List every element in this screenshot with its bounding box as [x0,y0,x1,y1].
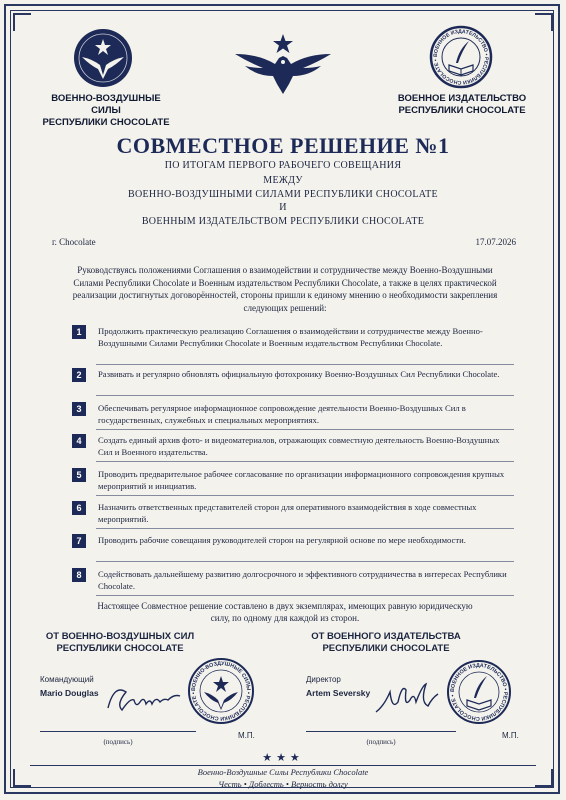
item-number-badge: 8 [72,568,86,582]
item-text: Обеспечивать регулярное информационное сопровождение деятельности Военно-Воздушных Сил в государственных, служебных и специальных мероприятиях. [98,403,466,425]
air-force-emblem [72,27,134,89]
heading-line: РЕСПУБЛИКИ CHOCOLATE [56,643,184,654]
item-text: Проводить предварительное рабочее согласование по организации информационного сопровождения крупных мероприятий и инициатив. [98,469,505,491]
item-number-badge: 1 [72,325,86,339]
left-sign-caption: (подпись) [103,738,133,746]
left-name: Mario Douglas [40,688,99,698]
right-seal-caption: М.П. [502,731,519,740]
left-org-line: ВОЕННО-ВОЗДУШНЫЕ СИЛЫ [51,93,161,116]
left-org-line: РЕСПУБЛИКИ CHOCOLATE [42,117,170,128]
right-signatory-heading [306,631,466,655]
footer-divider [30,765,536,766]
item-text: Создать единый архив фото- и видеоматериалов, отражающих совместную деятельность Военно-Воздушных Сил и Военного издательства. [98,435,500,457]
air-force-seal [186,656,256,726]
item-text: Развивать и регулярно обновлять официальную фотохронику Военно-Воздушных Сил Республики Chocolate. [98,369,500,379]
right-sign-caption: (подпись) [366,738,396,746]
item-divider [96,461,514,462]
place: г. Chocolate [52,237,96,247]
item-text: Назначить ответственных представителей сторон для оперативного взаимодействия в ходе совместных мероприятий. [98,502,477,524]
item-number-badge: 6 [72,501,86,515]
left-seal-caption: М.П. [238,731,255,740]
footer-stars: ★★★ [262,752,304,764]
item-number-badge: 7 [72,534,86,548]
subtitle-line: ПО ИТОГАМ ПЕРВОГО РАБОЧЕГО СОВЕЩАНИЯ [164,160,402,171]
corner-ornament [13,13,31,31]
eagle-icon [233,32,333,96]
right-org-name [392,93,532,117]
right-org-line: ВОЕННОЕ ИЗДАТЕЛЬСТВО [397,93,527,104]
subtitle-line: ВОЕННО-ВОЗДУШНЫМИ СИЛАМИ РЕСПУБЛИКИ CHOCOLATE [128,189,438,200]
subtitle-line: ВОЕННЫМ ИЗДАТЕЛЬСТВОМ РЕСПУБЛИКИ CHOCOLATE [141,216,425,227]
left-signature-line [40,731,196,732]
item-divider [96,528,514,529]
item-number-badge: 4 [72,434,86,448]
date: 17.07.2026 [475,237,516,247]
subtitle-line: И [279,202,287,213]
right-signature [370,678,440,720]
heading-line: РЕСПУБЛИКИ CHOCOLATE [322,643,450,654]
intro-paragraph: Руководствуясь положениями Соглашения о взаимодействии и сотрудничестве между Военно-Воздушными Силами Республики Chocolate и Военным издательством Республики Chocolate, а также в целях практической реализации достигнутых договорённостей, стороны пришли к единому мнению о необходимости закрепления следующих решений: [72,265,498,313]
item-divider [96,495,514,496]
left-signatory-heading [40,631,200,655]
right-signature-line [306,731,456,732]
publishing-seal [429,25,493,89]
subtitle-line: МЕЖДУ [263,175,303,186]
footer-line-1: Военно-Воздушные Силы Республики Chocolate [197,767,369,777]
svg-text:ВОЕННО-ВОЗДУШНЫЕ СИЛЫ • РЕСПУБ: ВОЕННО-ВОЗДУШНЫЕ СИЛЫ • РЕСПУБЛИКИ CHOCOLATE • [190,660,252,722]
item-text: Проводить рабочие совещания руководителей сторон на регулярной основе по мере необходимости. [98,535,466,545]
right-org-line: РЕСПУБЛИКИ CHOCOLATE [398,105,526,116]
footer-motto: Честь • Доблесть • Верность долгу [218,779,348,789]
closing-paragraph: Настоящее Совместное решение составлено в двух экземплярах, имеющих равную юридическую силу, по одному для каждой из сторон. [97,601,473,623]
left-signature [104,678,184,718]
item-text: Содействовать дальнейшему развитию долгосрочного и эффективного сотрудничества в интересах Республики Chocolate. [98,569,507,591]
svg-text:ВОЕННОЕ ИЗДАТЕЛЬСТВО • РЕСПУБЛ: ВОЕННОЕ ИЗДАТЕЛЬСТВО • РЕСПУБЛИКИ CHOCOLATE • [432,28,490,86]
corner-ornament [535,13,553,31]
left-role: Командующий [40,675,94,684]
item-divider [96,561,514,562]
item-divider [96,364,514,365]
document-title: СОВМЕСТНОЕ РЕШЕНИЕ №1 [116,133,450,158]
item-number-badge: 5 [72,468,86,482]
item-number-badge: 3 [72,402,86,416]
item-text: Продолжить практическую реализацию Соглашения о взаимодействии и сотрудничестве между Военно-Воздушными Силами Республики Chocolate и Военным издательством Республики Chocolate. [98,326,483,348]
item-number-badge: 2 [72,368,86,382]
right-name: Artem Seversky [306,688,371,698]
item-divider [96,429,514,430]
item-divider [96,595,514,596]
heading-line: ОТ ВОЕННО-ВОЗДУШНЫХ СИЛ [45,631,195,642]
publishing-seal-stamp [445,658,513,726]
right-role: Директор [306,675,341,684]
svg-text:ВОЕННОЕ ИЗДАТЕЛЬСТВО • РЕСПУБЛ: ВОЕННОЕ ИЗДАТЕЛЬСТВО • РЕСПУБЛИКИ CHOCOLATE • [449,662,509,722]
heading-line: ОТ ВОЕННОГО ИЗДАТЕЛЬСТВА [311,631,461,642]
left-org-name [36,93,176,129]
item-divider [96,395,514,396]
